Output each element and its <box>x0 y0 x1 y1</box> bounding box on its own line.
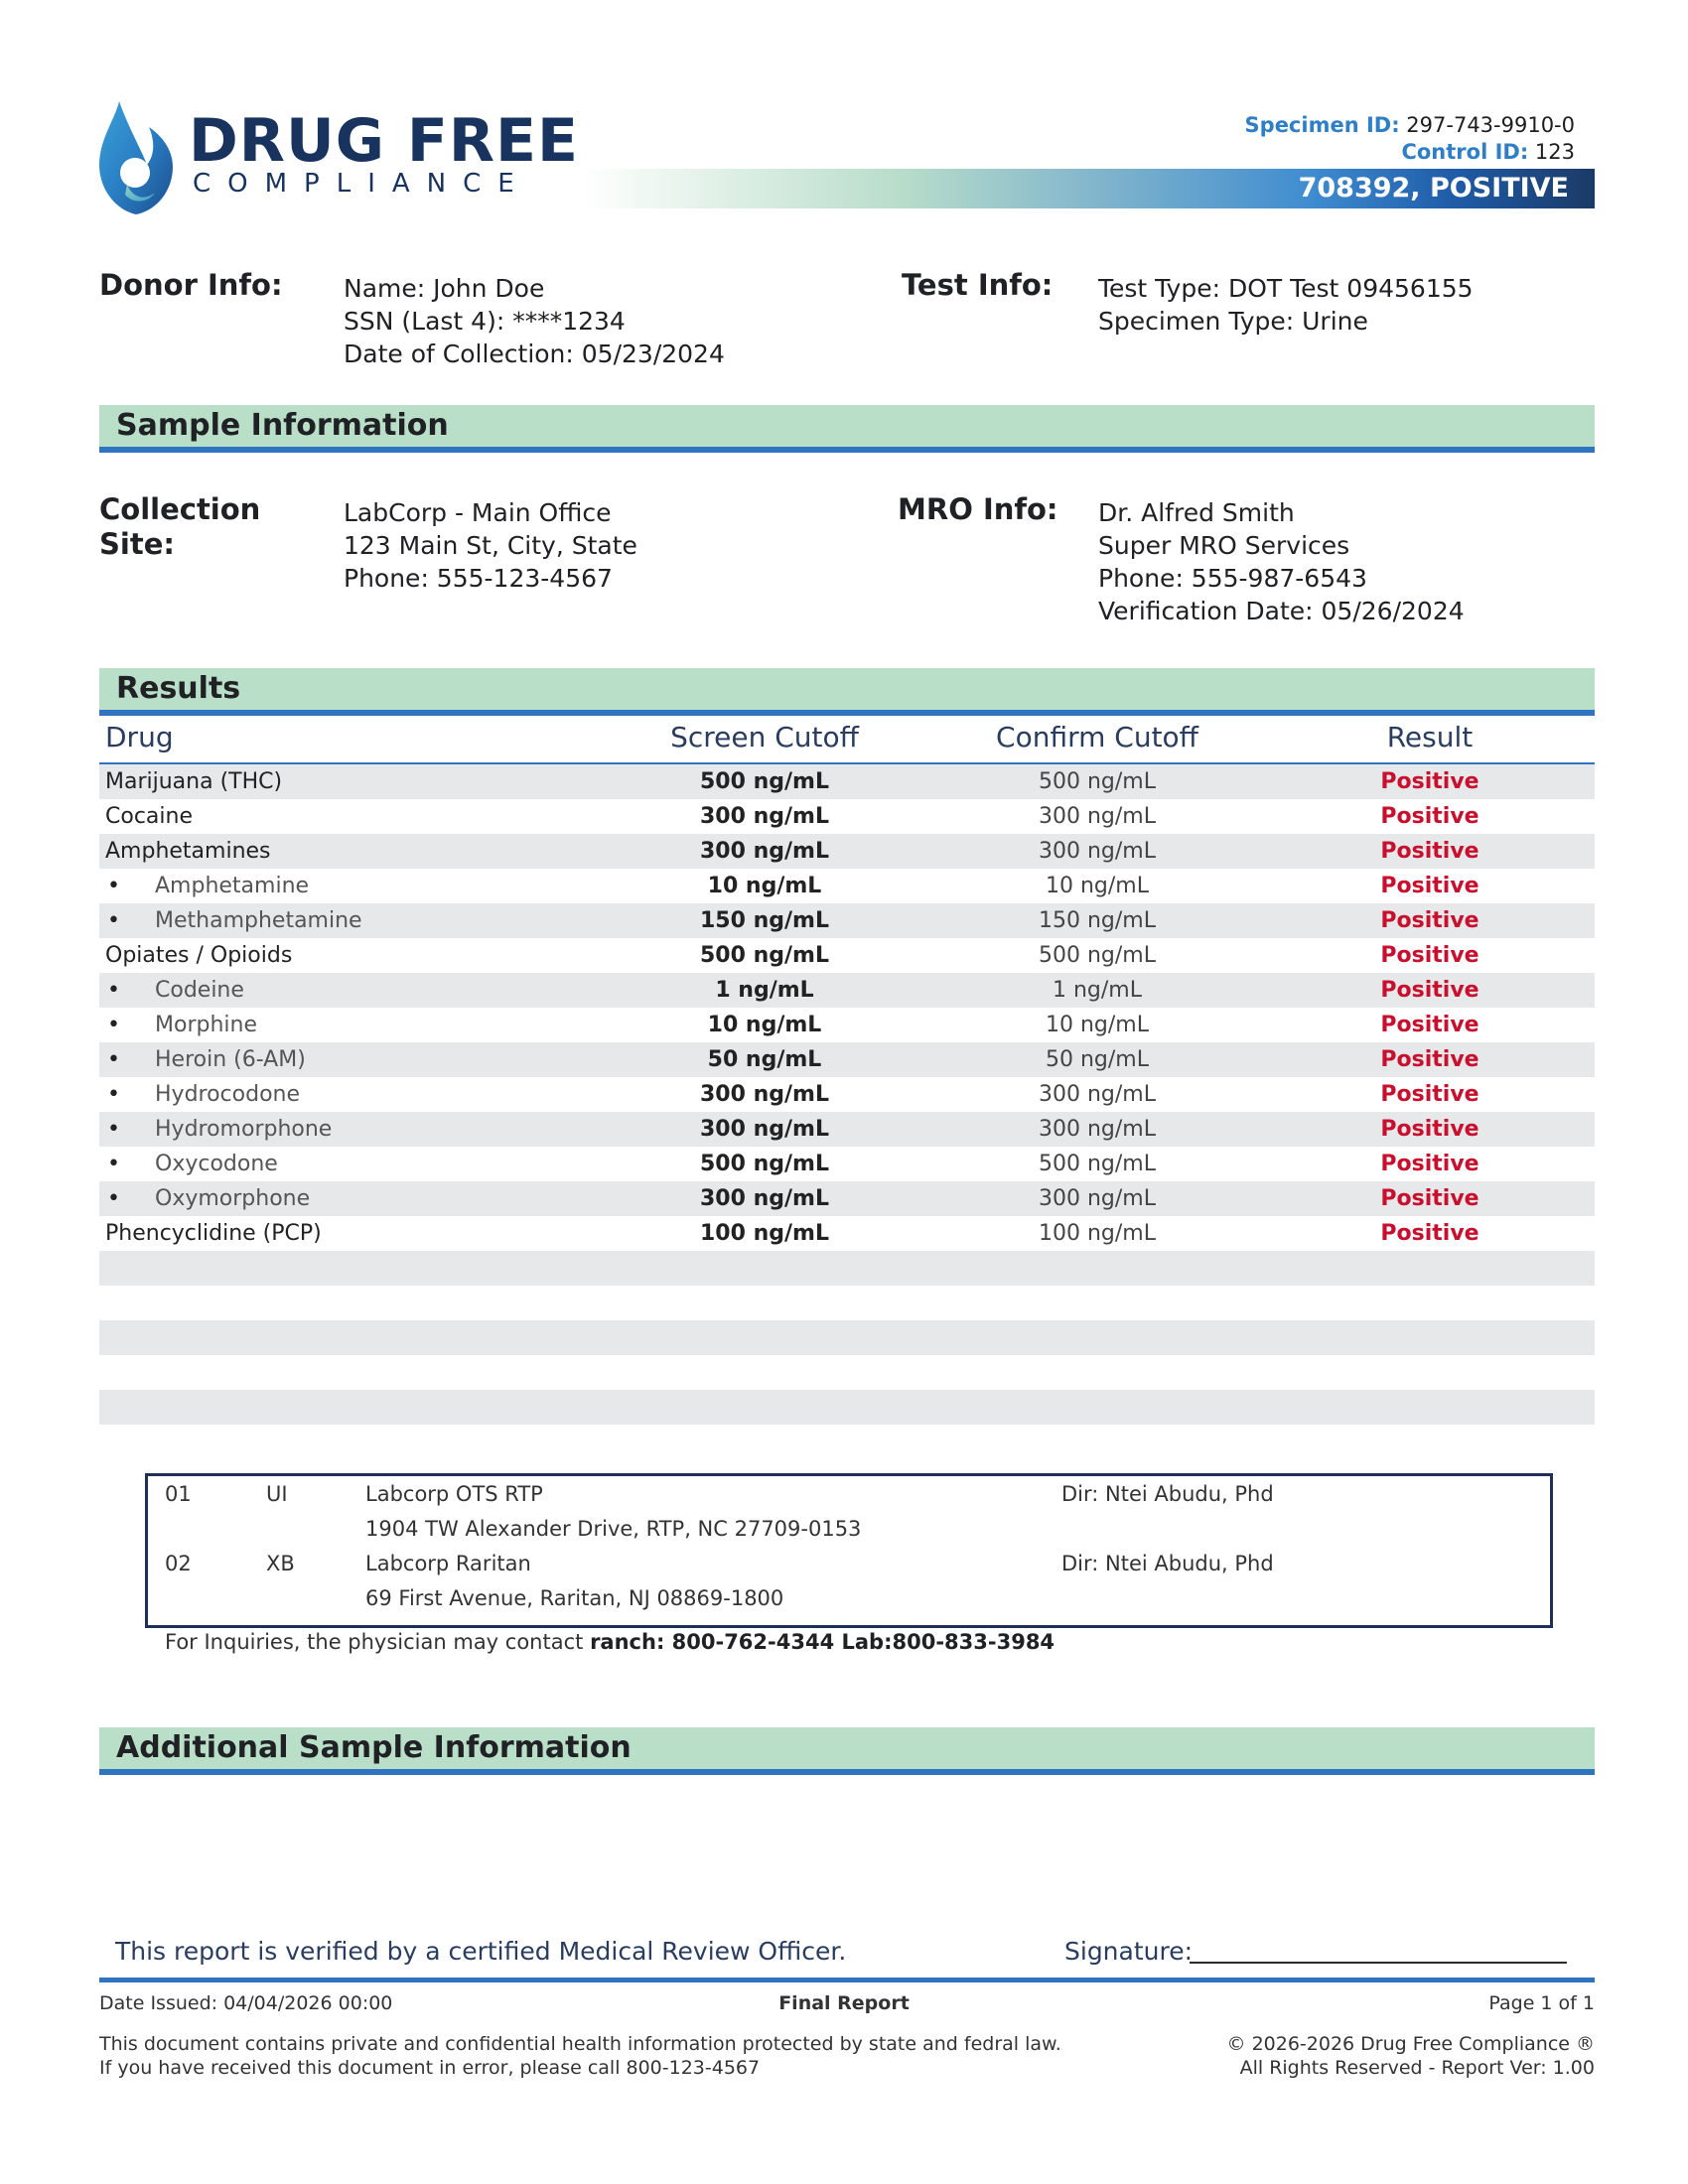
result-value: Positive <box>1380 839 1479 864</box>
mro-org: Super MRO Services <box>1098 531 1350 560</box>
lab-info-box <box>145 1473 1553 1628</box>
mro-name: Dr. Alfred Smith <box>1098 498 1295 527</box>
screen-cutoff: 150 ng/mL <box>700 908 829 933</box>
result-value: Positive <box>1380 1117 1479 1142</box>
screen-cutoff: 50 ng/mL <box>707 1047 822 1072</box>
status-banner: 708392, POSITIVE <box>1298 173 1569 204</box>
mro-verification-date: Verification Date: 05/26/2024 <box>1098 597 1465 625</box>
inquiries-contacts: ranch: 800-762-4344 Lab:800-833-3984 <box>590 1630 1055 1654</box>
section-title: Additional Sample Information <box>116 1730 632 1765</box>
lab-address: 69 First Avenue, Raritan, NJ 08869-1800 <box>365 1586 784 1610</box>
result-value: Positive <box>1380 1047 1479 1072</box>
result-value: Positive <box>1380 804 1479 829</box>
results-table-header <box>99 715 1595 765</box>
donor-info-values <box>344 272 725 370</box>
control-id-line: Control ID: 123 <box>1401 140 1575 164</box>
donor-ssn: SSN (Last 4): ****1234 <box>344 307 626 336</box>
test-type: Test Type: DOT Test 09456155 <box>1098 274 1474 303</box>
table-row <box>99 1390 1595 1425</box>
lab-code: UI <box>266 1482 288 1506</box>
signature-label: Signature: <box>1064 1937 1194 1966</box>
col-screen-cutoff: Screen Cutoff <box>670 721 859 753</box>
drug-name: Amphetamine <box>155 874 310 898</box>
section-title: Sample Information <box>116 408 449 443</box>
screen-cutoff: 300 ng/mL <box>700 1117 829 1142</box>
result-value: Positive <box>1380 1186 1479 1211</box>
drug-name: Cocaine <box>105 804 193 829</box>
col-drug: Drug <box>105 721 174 753</box>
bullet-icon: • <box>107 908 120 933</box>
page-number: Page 1 of 1 <box>1488 1992 1595 2014</box>
drug-name: Oxycodone <box>155 1152 278 1176</box>
result-value: Positive <box>1380 1152 1479 1176</box>
sample-info-section <box>99 405 1595 453</box>
privacy-notice: This document contains private and confidential health information protected by state and fedral law. If you have received this document in error, please call 800-123-4567 <box>99 2033 1061 2079</box>
table-row <box>99 869 1595 903</box>
drug-name: Hydromorphone <box>155 1117 333 1142</box>
screen-cutoff: 300 ng/mL <box>700 1082 829 1107</box>
lab-num: 01 <box>165 1482 192 1506</box>
table-row <box>99 1355 1595 1390</box>
confirm-cutoff: 1 ng/mL <box>1053 978 1142 1003</box>
logo-wordmark: DRUG FREE <box>189 106 580 176</box>
drug-name: Phencyclidine (PCP) <box>105 1221 322 1246</box>
bullet-icon: • <box>107 1047 120 1072</box>
screen-cutoff: 10 ng/mL <box>707 874 822 898</box>
control-id-value: 123 <box>1534 140 1575 164</box>
screen-cutoff: 500 ng/mL <box>700 769 829 794</box>
inquiries-note: For Inquiries, the physician may contact ranch: 800-762-4344 Lab:800-833-3984 <box>165 1630 1055 1654</box>
table-row <box>99 834 1595 869</box>
screen-cutoff: 100 ng/mL <box>700 1221 829 1246</box>
screen-cutoff: 500 ng/mL <box>700 943 829 968</box>
report-status: Final Report <box>778 1992 910 2014</box>
result-value: Positive <box>1380 1013 1479 1037</box>
confirm-cutoff: 300 ng/mL <box>1039 839 1156 864</box>
lab-director: Dir: Ntei Abudu, Phd <box>1061 1482 1274 1506</box>
result-value: Positive <box>1380 874 1479 898</box>
table-row <box>99 903 1595 938</box>
lab-director: Dir: Ntei Abudu, Phd <box>1061 1552 1274 1575</box>
section-title: Results <box>116 671 241 706</box>
confirm-cutoff: 300 ng/mL <box>1039 1186 1156 1211</box>
donor-name: Name: John Doe <box>344 274 545 303</box>
screen-cutoff: 1 ng/mL <box>715 978 814 1003</box>
results-table-body <box>99 764 1595 1425</box>
bullet-icon: • <box>107 1186 120 1211</box>
mro-info-values <box>1098 496 1465 627</box>
drug-name: Amphetamines <box>105 839 271 864</box>
specimen-id-line: Specimen ID: 297-743-9910-0 <box>1244 113 1575 137</box>
mro-phone: Phone: 555-987-6543 <box>1098 564 1367 593</box>
screen-cutoff: 300 ng/mL <box>700 1186 829 1211</box>
footer-divider <box>99 1978 1595 1982</box>
table-row <box>99 1042 1595 1077</box>
verified-statement: This report is verified by a certified Medical Review Officer. <box>115 1937 847 1966</box>
donor-info-label: Donor Info: <box>99 268 283 302</box>
drug-name: Opiates / Opioids <box>105 943 293 968</box>
lab-code: XB <box>266 1552 295 1575</box>
table-row <box>99 1147 1595 1181</box>
result-value: Positive <box>1380 978 1479 1003</box>
table-row <box>99 973 1595 1008</box>
collection-site-name: LabCorp - Main Office <box>344 498 612 527</box>
table-row <box>99 1251 1595 1286</box>
header-ids <box>1245 112 1575 166</box>
result-value: Positive <box>1380 1221 1479 1246</box>
bullet-icon: • <box>107 1117 120 1142</box>
lab-address: 1904 TW Alexander Drive, RTP, NC 27709-0153 <box>365 1517 862 1541</box>
bullet-icon: • <box>107 874 120 898</box>
drug-name: Morphine <box>155 1013 257 1037</box>
results-section <box>99 668 1595 716</box>
drug-name: Heroin (6-AM) <box>155 1047 306 1072</box>
confirm-cutoff: 300 ng/mL <box>1039 1117 1156 1142</box>
screen-cutoff: 10 ng/mL <box>707 1013 822 1037</box>
result-value: Positive <box>1380 1082 1479 1107</box>
copyright-notice: © 2026-2026 Drug Free Compliance ® All Rights Reserved - Report Ver: 1.00 <box>1226 2033 1595 2079</box>
bullet-icon: • <box>107 1013 120 1037</box>
collection-site-values <box>344 496 637 595</box>
collection-site-address: 123 Main St, City, State <box>344 531 637 560</box>
screen-cutoff: 300 ng/mL <box>700 839 829 864</box>
collection-site-label: Collection Site: <box>99 492 261 561</box>
bullet-icon: • <box>107 1152 120 1176</box>
table-row <box>99 1216 1595 1251</box>
table-row <box>99 1181 1595 1216</box>
result-value: Positive <box>1380 908 1479 933</box>
drug-name: Oxymorphone <box>155 1186 311 1211</box>
confirm-cutoff: 300 ng/mL <box>1039 804 1156 829</box>
screen-cutoff: 300 ng/mL <box>700 804 829 829</box>
result-value: Positive <box>1380 769 1479 794</box>
table-row <box>99 1077 1595 1112</box>
bullet-icon: • <box>107 978 120 1003</box>
signature-line[interactable] <box>1190 1962 1567 1964</box>
lab-num: 02 <box>165 1552 192 1575</box>
test-info-label: Test Info: <box>902 268 1054 302</box>
result-value: Positive <box>1380 943 1479 968</box>
confirm-cutoff: 50 ng/mL <box>1046 1047 1149 1072</box>
lab-name: Labcorp Raritan <box>365 1552 531 1575</box>
additional-info-section <box>99 1727 1595 1775</box>
table-row <box>99 1112 1595 1147</box>
table-row <box>99 1008 1595 1042</box>
col-confirm-cutoff: Confirm Cutoff <box>996 721 1198 753</box>
confirm-cutoff: 150 ng/mL <box>1039 908 1156 933</box>
date-issued: Date Issued: 04/04/2026 00:00 <box>99 1992 393 2014</box>
donor-collection-date: Date of Collection: 05/23/2024 <box>344 340 725 368</box>
specimen-type: Specimen Type: Urine <box>1098 307 1368 336</box>
table-row <box>99 938 1595 973</box>
collection-site-phone: Phone: 555-123-4567 <box>344 564 613 593</box>
specimen-id-value: 297-743-9910-0 <box>1406 113 1575 137</box>
mro-info-label: MRO Info: <box>898 492 1058 526</box>
drug-name: Marijuana (THC) <box>105 769 283 794</box>
lab-name: Labcorp OTS RTP <box>365 1482 543 1506</box>
table-row <box>99 764 1595 799</box>
drug-name: Methamphetamine <box>155 908 362 933</box>
table-row <box>99 1320 1595 1355</box>
confirm-cutoff: 500 ng/mL <box>1039 769 1156 794</box>
confirm-cutoff: 100 ng/mL <box>1039 1221 1156 1246</box>
test-info-values <box>1098 272 1474 338</box>
logo-drop-icon <box>97 99 175 218</box>
logo-subtitle: COMPLIANCE <box>193 169 531 199</box>
confirm-cutoff: 10 ng/mL <box>1046 1013 1149 1037</box>
screen-cutoff: 500 ng/mL <box>700 1152 829 1176</box>
confirm-cutoff: 10 ng/mL <box>1046 874 1149 898</box>
table-row <box>99 799 1595 834</box>
confirm-cutoff: 500 ng/mL <box>1039 943 1156 968</box>
drug-name: Codeine <box>155 978 244 1003</box>
confirm-cutoff: 500 ng/mL <box>1039 1152 1156 1176</box>
bullet-icon: • <box>107 1082 120 1107</box>
confirm-cutoff: 300 ng/mL <box>1039 1082 1156 1107</box>
drug-name: Hydrocodone <box>155 1082 301 1107</box>
table-row <box>99 1286 1595 1320</box>
col-result: Result <box>1386 721 1474 753</box>
